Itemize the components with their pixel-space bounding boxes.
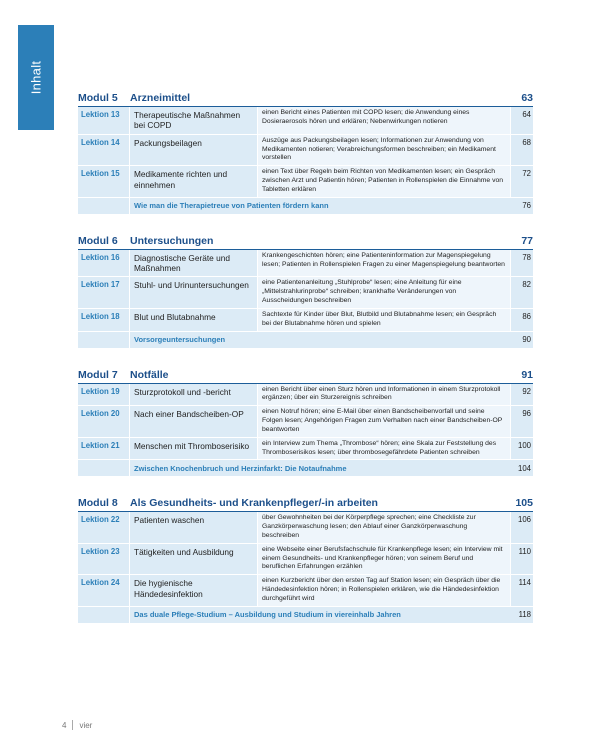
lesson-number: Lektion 24 — [78, 575, 130, 605]
lesson-row[interactable] — [78, 438, 533, 461]
extra-page: 118 — [518, 610, 531, 620]
module-title: Als Gesundheits- und Krankenpfleger/-in arbeiten — [130, 497, 378, 510]
module-7 — [78, 367, 533, 477]
lesson-title: Nach einer Bandscheiben-OP — [130, 406, 258, 436]
module-page: 77 — [521, 234, 533, 247]
extra-title: Wie man die Therapietreue von Patienten fördern kann — [134, 201, 329, 211]
page-number: 4 — [62, 720, 67, 730]
lesson-description: einen Kurzbericht über den ersten Tag auf Station lesen; ein Gespräch über die Händedesinfektion hören; in Rollenspielen erklären, wie die Händedesinfektion durchgeführt wird — [258, 575, 511, 605]
section-tab — [18, 25, 54, 130]
page-footer — [62, 720, 92, 730]
lesson-row[interactable] — [78, 512, 533, 543]
module-title: Arzneimittel — [130, 92, 191, 104]
extra-title: Das duale Pflege-Studium – Ausbildung und Studium in viereinhalb Jahren — [134, 610, 401, 620]
lesson-title: Die hygienische Händedesinfektion — [130, 575, 258, 605]
page-number-word: vier — [79, 720, 93, 730]
extra-title: Zwischen Knochenbruch und Herzinfarkt: Die Notaufnahme — [134, 463, 347, 473]
lesson-row[interactable] — [78, 575, 533, 606]
lesson-row[interactable] — [78, 384, 533, 407]
extra-title: Vorsorgeuntersuchungen — [134, 335, 226, 345]
lesson-page: 86 — [522, 311, 531, 321]
extra-spacer — [78, 607, 130, 623]
lesson-description: Sachtexte für Kinder über Blut, Blutbild und Blutabnahme lesen; ein Gespräch bei der Blutabnahme hören und spielen — [258, 309, 511, 331]
lesson-row[interactable] — [78, 277, 533, 308]
lesson-title: Menschen mit Thromboserisiko — [130, 438, 258, 460]
lesson-title: Therapeutische Maßnahmen bei COPD — [130, 107, 258, 134]
lesson-number: Lektion 14 — [78, 135, 130, 165]
lesson-page: 114 — [518, 578, 531, 588]
lesson-number: Lektion 15 — [78, 166, 130, 196]
lesson-row[interactable] — [78, 107, 533, 135]
module-page: 91 — [521, 368, 533, 381]
lesson-row[interactable] — [78, 406, 533, 437]
lesson-row[interactable] — [78, 250, 533, 278]
lesson-title: Patienten waschen — [130, 512, 258, 542]
lesson-page: 96 — [522, 409, 531, 419]
extra-page: 90 — [522, 335, 531, 345]
table-of-contents — [78, 90, 533, 642]
lesson-page: 78 — [522, 252, 531, 262]
lesson-number: Lektion 22 — [78, 512, 130, 542]
lesson-row[interactable] — [78, 135, 533, 166]
module-8 — [78, 495, 533, 622]
lesson-number: Lektion 17 — [78, 277, 130, 307]
lesson-page: 100 — [517, 440, 531, 450]
lesson-page: 110 — [518, 546, 531, 556]
lesson-title: Sturzprotokoll und -bericht — [130, 384, 258, 406]
lesson-description: einen Bericht eines Patienten mit COPD lesen; die Anwendung eines Dosieraerosols hören und erklären; Nebenwirkungen notieren — [258, 107, 511, 134]
module-number: Modul 6 — [78, 234, 118, 247]
lesson-page: 106 — [517, 515, 531, 525]
module-title: Untersuchungen — [130, 234, 214, 247]
lesson-row[interactable] — [78, 309, 533, 332]
lesson-number: Lektion 23 — [78, 544, 130, 574]
lesson-number: Lektion 16 — [78, 250, 130, 277]
lesson-description: eine Patientenanleitung „Stuhlprobe“ lesen; eine Anleitung für eine „Mittelstrahlurinprobe“ schreiben; krankhafte Veränderungen von Ausscheidungen beschreiben — [258, 277, 511, 307]
module-number: Modul 7 — [78, 368, 118, 381]
module-number: Modul 5 — [78, 92, 118, 104]
extra-spacer — [78, 198, 130, 214]
lesson-description: einen Bericht über einen Sturz hören und Informationen in einem Sturzprotokoll ergänzen; über ein Sturzereignis schreiben — [258, 384, 511, 406]
module-header — [78, 233, 533, 250]
lesson-number: Lektion 20 — [78, 406, 130, 436]
module-page: 63 — [521, 92, 533, 104]
lesson-title: Tätigkeiten und Ausbildung — [130, 544, 258, 574]
module-header — [78, 367, 533, 384]
section-tab-label: Inhalt — [28, 60, 44, 95]
lesson-description: einen Text über Regeln beim Richten von Medikamenten lesen; ein Gespräch zwischen Arzt und Patientin hören; Patienten in Rollenspielen die Einnahme von Tabletten erklären — [258, 166, 511, 196]
lesson-description: Krankengeschichten hören; eine Patienteninformation zur Magenspiegelung lesen; Patienten in Rollenspielen Fragen zu einer Magenspiegelung beantworten — [258, 250, 511, 277]
lesson-description: ein Interview zum Thema „Thrombose“ hören; eine Skala zur Feststellung des Thromboserisikos lesen; über thrombosegefährdete Patienten schreiben — [258, 438, 511, 460]
lesson-number: Lektion 18 — [78, 309, 130, 331]
lesson-page: 72 — [522, 169, 531, 179]
extra-row[interactable] — [78, 460, 533, 476]
extra-page: 104 — [517, 463, 531, 473]
module-number: Modul 8 — [78, 497, 118, 510]
lesson-row[interactable] — [78, 166, 533, 197]
lesson-page: 68 — [522, 137, 531, 147]
lesson-page: 82 — [522, 280, 531, 290]
extra-row[interactable] — [78, 607, 533, 623]
lesson-title: Stuhl- und Urinuntersuchungen — [130, 277, 258, 307]
lesson-title: Blut und Blutabnahme — [130, 309, 258, 331]
lesson-page: 64 — [522, 110, 531, 119]
lesson-number: Lektion 13 — [78, 107, 130, 134]
module-page: 105 — [515, 497, 533, 510]
lesson-description: eine Webseite einer Berufsfachschule für Krankenpflege lesen; ein Interview mit einem Gesundheits- und Krankenpfleger hören; von seinem Beruf und beruflichen Erfahrungen erzählen — [258, 544, 511, 574]
lesson-description: einen Notruf hören; eine E-Mail über einen Bandscheibenvorfall und seine Folgen lesen; Angehörigen Fragen zum Verhalten nach einer Bandscheiben-OP beantworten — [258, 406, 511, 436]
lesson-number: Lektion 21 — [78, 438, 130, 460]
extra-row[interactable] — [78, 332, 533, 348]
module-6 — [78, 233, 533, 348]
lesson-row[interactable] — [78, 544, 533, 575]
extra-row[interactable] — [78, 198, 533, 214]
lesson-title: Diagnostische Geräte und Maßnahmen — [130, 250, 258, 277]
lesson-title: Medikamente richten und einnehmen — [130, 166, 258, 196]
module-header — [78, 90, 533, 107]
extra-spacer — [78, 332, 130, 348]
lesson-page: 92 — [522, 386, 531, 396]
lesson-description: über Gewohnheiten bei der Körperpflege sprechen; eine Checkliste zur Ganzkörperwaschung lesen; den Ablauf einer Ganzkörperwaschung beschreiben — [258, 512, 511, 542]
module-header — [78, 495, 533, 512]
lesson-number: Lektion 19 — [78, 384, 130, 406]
extra-spacer — [78, 460, 130, 476]
extra-page: 76 — [522, 201, 531, 211]
footer-divider — [72, 720, 73, 730]
lesson-description: Auszüge aus Packungsbeilagen lesen; Informationen zur Anwendung von Medikamenten notieren; Verabreichungsformen beschreiben; ein Medikament vorstellen — [258, 135, 511, 165]
module-5 — [78, 90, 533, 214]
lesson-title: Packungsbeilagen — [130, 135, 258, 165]
module-title: Notfälle — [130, 368, 169, 381]
